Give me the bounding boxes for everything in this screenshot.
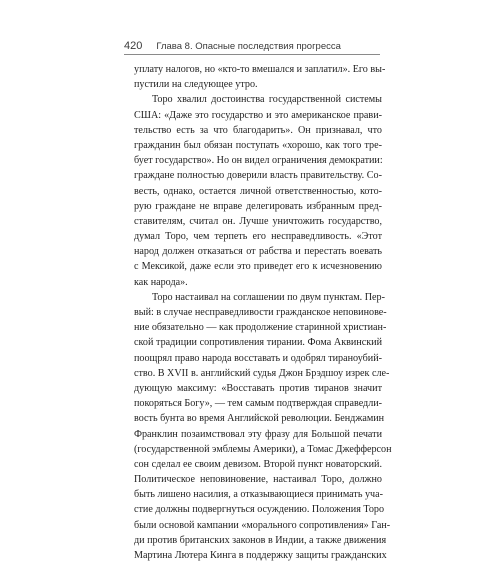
text-line: ставителям, считал он. Лучше уничтожить государство, [134,215,382,227]
text-line: бует государство». Но он видел ограничения демократии: [134,155,383,167]
text-line: Торо настаивал на соглашении по двум пунктам. Пер- [152,291,385,303]
chapter-title: Глава 8. Опасные последствия прогресса [156,41,341,52]
text-line: уплату налогов, но «кто-то вмешался и заплатил». Его вы- [134,64,386,75]
text-line: Франклин позаимствовал эту фразу для Большой печати [134,428,382,440]
text-line: быть лишено насилия, а отказывающиеся принимать уча- [134,489,384,501]
text-line: Мартина Лютера Кинга в поддержку защиты гражданских [134,550,387,561]
text-line: народ должен отказаться от рабства и перестать воевать [134,246,382,258]
text-line: граждане полностью доверили власть правительству. Со- [134,170,382,182]
text-line: тельство есть за что благодарить». Он признавал, что [134,124,382,136]
text-line: весть, однако, остается личной ответственностью, кото- [134,185,382,197]
text-line: вый: в случае несправедливости гражданское неповинове- [134,307,387,318]
text-line: с Мексикой, даже если это приведет его к исчезновению [134,261,382,273]
text-line: ство. В XVII в. английский судья Джон Брэдшоу изрек сле- [134,367,390,379]
text-line: дующую максиму: «Восставать против тиранов значит [134,382,382,394]
text-line: сон сделал ее своим девизом. Второй пункт новаторский. [134,458,382,470]
text-line: пустили на следующее утро. [134,79,258,91]
text-line: вость бунта во время Английской революции. Бенджамин [134,413,385,425]
text-line: гражданин был обязан поступать «хорошо, как того тре- [134,139,382,151]
body-text [134,62,392,563]
text-line: были основой кампании «морального сопротивления» Ган- [134,519,391,531]
text-line: ние обязательно — как продолжение старинной христиан- [134,322,387,334]
text-line: Торо хвалил достоинства государственной системы [152,94,382,106]
text-line: покоряться Богу», — тем самым подтверждая справедли- [134,398,383,410]
header-rule [124,54,380,55]
text-line: как народа». [134,276,188,288]
text-line: рую граждане не вправе делегировать избранным пред- [134,200,382,212]
text-line: думал Торо, чем терпеть его несправедливость. «Этот [134,231,382,243]
text-line: США: «Даже это государство и это американское прави- [134,109,382,121]
text-line: ди против британских законов в Индии, а также движения [134,534,387,546]
text-line: (государственной эмблемы Америки), а Томас Джефферсон [134,443,392,455]
running-head [124,40,394,52]
page-number: 420 [124,40,143,52]
text-line: стие должны подвергнуться осуждению. Положения Торо [134,504,385,516]
text-line: Политическое неповиновение, настаивал Торо, должно [134,474,382,486]
text-line: ской традиции сопротивления тирании. Фома Аквинский [134,337,382,349]
text-line: поощрял право народа восставать и одобрял тираноубий- [134,352,382,364]
